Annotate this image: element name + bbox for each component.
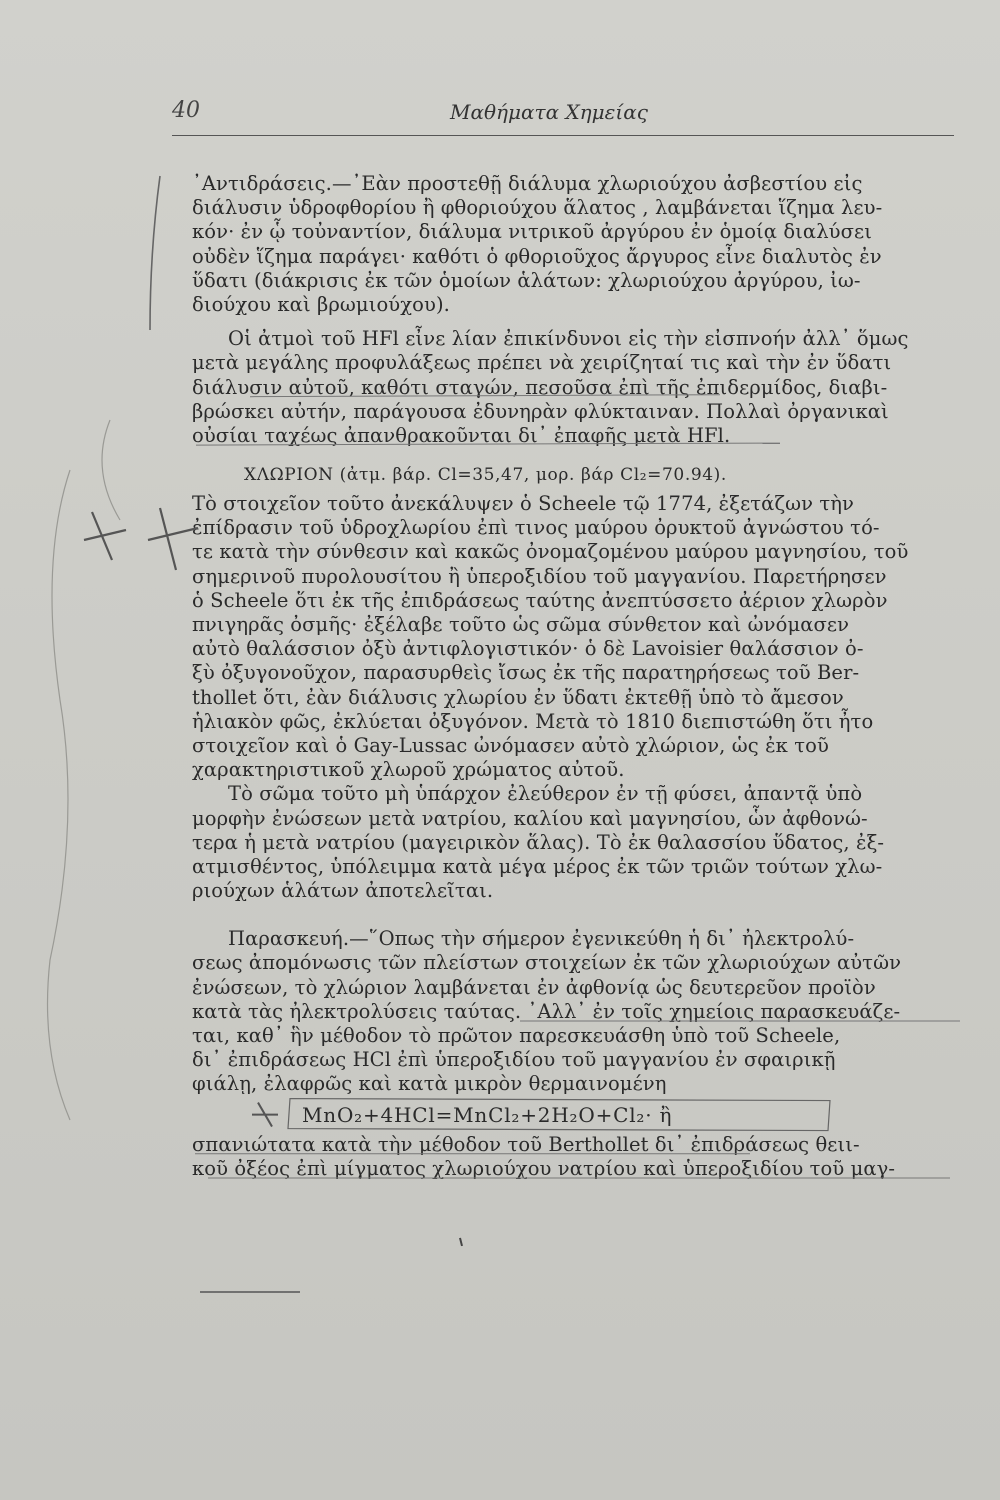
- text-line: ὕδατι (διάκρισις ἐκ τῶν ὁμοίων ἁλάτων: χλωριούχου ἀργύρου, ἰω-: [192, 268, 861, 292]
- text-line: χαρακτηριστικοῦ χλωροῦ χρώματος αὐτοῦ.: [192, 758, 625, 782]
- text-line: στοιχεῖον καὶ ὁ Gay-Lussac ὠνόμασεν αὐτὸ χλώριον, ὡς ἐκ τοῦ: [192, 733, 829, 757]
- text-line: διάλυσιν αὐτοῦ, καθότι σταγών, πεσοῦσα ἐπὶ τῆς ἐπιδερμίδος, διαβι-: [192, 375, 888, 399]
- text-line: μετὰ μεγάλης προφυλάξεως πρέπει νὰ χειρίζηταί τις καὶ τὴν ἐν ὕδατι: [192, 351, 892, 375]
- paragraph-gap: [192, 448, 957, 458]
- text-line: σημερινοῦ πυρολουσίτου ἢ ὑπεροξιδίου τοῦ μαγγανίου. Παρετήρησεν: [192, 564, 887, 588]
- text-line: αὐτὸ θαλάσσιον ὀξὺ ἀντιφλογιστικόν· ὁ δὲ Lavoisier θαλάσσιον ὀ-: [192, 637, 864, 661]
- text-line: ᾿Αντιδράσεις.—᾿Εὰν προστεθῇ διάλυμα χλωριούχου ἀσβεστίου εἰς: [192, 172, 863, 195]
- text-line: ται, καθ᾿ ἣν μέθοδον τὸ πρῶτον παρεσκευάσθη ὑπὸ τοῦ Scheele,: [192, 1024, 841, 1047]
- text-line: ατμισθέντος, ὑπόλειμμα κατὰ μέγα μέρος ἐκ τῶν τριῶν τούτων χλω-: [192, 854, 883, 878]
- text-line: διούχου καὶ βρωμιούχου).: [192, 292, 450, 316]
- chemical-equation: MnO₂+4HCl=MnCl₂+2H₂O+Cl₂· ἢ: [302, 1102, 673, 1127]
- text-line: ἐπίδρασιν τοῦ ὑδροχλωρίου ἐπὶ τινος μαύρου ὀρυκτοῦ ἀγνώστου τό-: [192, 516, 880, 540]
- text-line: Τὸ σῶμα τοῦτο μὴ ὑπάρχον ἐλεύθερον ἐν τῇ φύσει, ἀπαντᾷ ὑπὸ: [228, 782, 863, 806]
- text-line: ριούχων ἁλάτων ἀποτελεῖται.: [192, 879, 494, 903]
- text-line: οὐδὲν ἵζημα παράγει· καθότι ὁ φθοριοῦχος ἄργυρος εἶνε διαλυτὸς ἐν: [192, 244, 882, 268]
- text-line: τε κατὰ τὴν σύνθεσιν καὶ κακῶς ὀνομαζομένου μαύρου μαγνησίου, τοῦ: [192, 540, 909, 564]
- text-line: σεως ἀπομόνωσις τῶν πλείστων στοιχείων ἐκ τῶν χλωριούχων αὐτῶν: [192, 951, 902, 975]
- margin-bracket-mark: [150, 176, 160, 330]
- text-line: Τὸ στοιχεῖον τοῦτο ἀνεκάλυψεν ὁ Scheele τῷ 1774, ἐξετάζων τὴν: [192, 492, 854, 516]
- text-line: πνιγηρᾶς ὀσμῆς· ἐξέλαβε τοῦτο ὡς σῶμα σύνθετον καὶ ὠνόμασεν: [192, 613, 850, 636]
- text-line: ἐνώσεων, τὸ χλώριον λαμβάνεται ἐν ἀφθονίᾳ ὡς δευτερεῦον προϊὸν: [192, 975, 876, 999]
- text-line: κόν· ἐν ᾧ τοὐναντίον, διάλυμα νιτρικοῦ ἀργύρου ἐν ὁμοίᾳ διαλύσει: [192, 220, 872, 244]
- text-line: οὐσίαι ταχέως ἀπανθρακοῦνται δι᾿ ἐπαφῆς μετὰ HFl.: [192, 423, 731, 447]
- text-line: σπανιώτατα κατὰ τὴν μέθοδον τοῦ Berthollet δι᾿ ἐπιδράσεως θειι-: [192, 1132, 860, 1156]
- pencil-scribble: [102, 420, 120, 520]
- cross-mark: [148, 508, 198, 570]
- running-title: Μαθήματα Χημείας: [450, 100, 648, 124]
- text-line: τερα ἡ μετὰ νατρίου (μαγειρικὸν ἅλας). Τὸ ἐκ θαλασσίου ὕδατος, ἐξ-: [192, 830, 885, 854]
- cross-mark: [84, 512, 126, 560]
- text-line: thollet ὅτι, ἐὰν διάλυσις χλωρίου ἐν ὕδατι ἐκτεθῇ ὑπὸ τὸ ἄμεσον: [192, 685, 844, 709]
- text-line: φιάλῃ, ἐλαφρῶς καὶ κατὰ μικρὸν θερμαινομένη: [192, 1072, 667, 1096]
- text-line: Οἱ ἀτμοὶ τοῦ HFl εἶνε λίαν ἐπικίνδυνοι εἰς τὴν εἰσπνοήν ἀλλ᾿ ὅμως: [228, 327, 909, 351]
- page-header: [172, 98, 952, 132]
- text-line: ἡλιακὸν φῶς, ἐκλύεται ὀξυγόνον. Μετὰ τὸ 1810 διεπιστώθη ὅτι ἦτο: [192, 709, 874, 733]
- ink-speck: [460, 1238, 462, 1246]
- text-line: διάλυσιν ὑδροφθορίου ἢ φθοριούχου ἅλατος , λαμβάνεται ἵζημα λευ-: [192, 196, 883, 220]
- text-line: ξὺ ὀξυγονοῦχον, παρασυρθεὶς ἴσως ἐκ τῆς παρατηρήσεως τοῦ Ber-: [192, 661, 860, 685]
- pencil-scribble: [48, 470, 71, 1120]
- paragraph-gap: [192, 317, 957, 327]
- text-line: μορφὴν ἐνώσεων μετὰ νατρίου, καλίου καὶ μαγνησίου, ὧν ἀφθονώ-: [192, 806, 868, 830]
- text-line: ὁ Scheele ὅτι ἐκ τῆς ἐπιδράσεως ταύτης ἀνεπτύσσετο ἀέριον χλωρὸν: [192, 588, 888, 612]
- header-rule: [172, 135, 954, 136]
- text-line: Παρασκευή.—῞Οπως τὴν σήμερον ἐγενικεύθη ἡ δι᾿ ἠλεκτρολύ-: [228, 927, 855, 951]
- page-number: 40: [172, 98, 200, 123]
- section-heading: ΧΛΩΡΙΟΝ (ἀτμ. βάρ. Cl=35,47, μορ. βάρ Cl₂=70.94).: [244, 465, 727, 486]
- text-line: δι᾿ ἐπιδράσεως HCl ἐπὶ ὑπεροξιδίου τοῦ μαγγανίου ἐν σφαιρικῇ: [192, 1048, 836, 1072]
- text-line: βρώσκει αὐτήν, παράγουσα ἐδυνηρὰν φλύκταιναν. Πολλαὶ ὀργανικαὶ: [192, 399, 889, 423]
- paragraph-gap: [192, 903, 957, 927]
- text-line: κατὰ τὰς ἠλεκτρολύσεις ταύτας. ᾿Αλλ᾿ ἐν τοῖς χημείοις παρασκευάζε-: [192, 999, 901, 1023]
- body-text: [192, 172, 957, 1181]
- text-line: κοῦ ὀξέος ἐπὶ μίγματος χλωριούχου νατρίου καὶ ὑπεροξιδίου τοῦ μαγ-: [192, 1156, 896, 1180]
